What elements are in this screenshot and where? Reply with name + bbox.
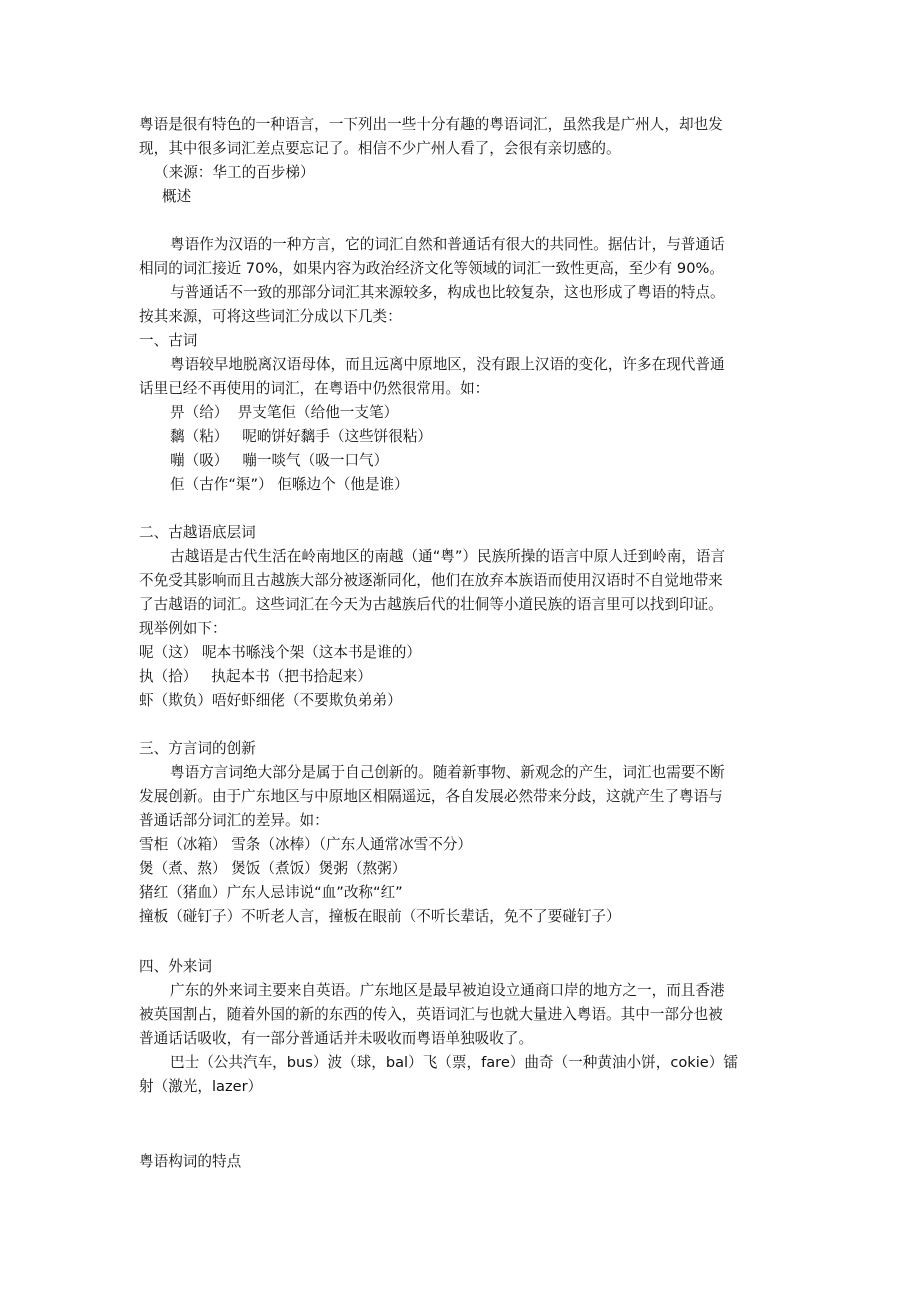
example-line: 呢（这） 呢本书喺浅个架（这本书是谁的） bbox=[139, 644, 421, 661]
example-line: 畀（给） 畀支笔佢（给他一支笔） bbox=[170, 404, 399, 421]
section-heading: 三、方言词的创新 bbox=[139, 740, 256, 757]
paragraph-line: 按其来源，可将这些词汇分成以下几类： bbox=[139, 308, 402, 325]
example-line: 黐（粘） 呢啲饼好黐手（这些饼很粘） bbox=[170, 428, 433, 445]
paragraph-line: 古越语是古代生活在岭南地区的南越（通“粤”）民族所操的语言中原人迁到岭南，语言 bbox=[170, 548, 726, 565]
example-line: 猪红（猪血）广东人忌讳说“血”改称“红” bbox=[139, 884, 403, 901]
paragraph-line: 粤语作为汉语的一种方言，它的词汇自然和普通话有很大的共同性。据估计，与普通话 bbox=[170, 236, 725, 253]
paragraph-line: 发展创新。由于广东地区与中原地区相隔遥远，各自发展必然带来分歧，这就产生了粤语与 bbox=[139, 788, 723, 805]
paragraph-line: 被英国割占，随着外国的新的东西的传入，英语词汇与也就大量进入粤语。其中一部分也被 bbox=[139, 1006, 723, 1023]
section-heading: 二、古越语底层词 bbox=[139, 524, 256, 541]
section-heading: 一、古词 bbox=[139, 332, 198, 349]
paragraph-line: 广东的外来词主要来自英语。广东地区是最早被迫设立通商口岸的地方之一，而且香港 bbox=[170, 982, 725, 999]
paragraph-line: 话里已经不再使用的词汇，在粤语中仍然很常用。如： bbox=[139, 380, 490, 397]
source-note: （来源：华工的百步梯） bbox=[154, 164, 315, 181]
paragraph-line: 了古越语的词汇。这些词汇在今天为古越族后代的壮侗等小道民族的语言里可以找到印证。 bbox=[139, 596, 723, 613]
paragraph-line: 与普通话不一致的那部分词汇其来源较多，构成也比较复杂，这也形成了粤语的特点。 bbox=[170, 284, 725, 301]
paragraph-line: 现举例如下： bbox=[139, 620, 227, 637]
example-line: 雪柜（冰箱） 雪条（冰棒）（广东人通常冰雪不分） bbox=[139, 836, 472, 853]
example-line: 煲（煮、熬） 煲饭（煮饭）煲粥（熬粥） bbox=[139, 860, 407, 877]
paragraph-line: 粤语较早地脱离汉语母体，而且远离中原地区，没有跟上汉语的变化，许多在现代普通 bbox=[170, 356, 725, 373]
paragraph-line: 不免受其影响而且古越族大部分被逐渐同化，他们在放弃本族语而使用汉语时不自觉地带来 bbox=[139, 572, 723, 589]
paragraph-line: 普通话部分词汇的差异。如： bbox=[139, 812, 329, 829]
section-heading: 四、外来词 bbox=[139, 958, 212, 975]
example-line: 巴士（公共汽车，bus）波（球，bal）飞（票，fare）曲奇（一种黄油小饼，cokie）镭 bbox=[170, 1054, 738, 1071]
section-heading: 粤语构词的特点 bbox=[139, 1153, 242, 1170]
example-line: 执（拾） 执起本书（把书拾起来） bbox=[139, 668, 372, 685]
example-line: 撞板（碰钉子）不听老人言，撞板在眼前（不听长辈话，免不了要碰钉子） bbox=[139, 908, 621, 925]
intro-line: 现，其中很多词汇差点要忘记了。相信不少广州人看了，会很有亲切感的。 bbox=[139, 140, 621, 157]
paragraph-line: 普通话话吸收，有一部分普通话并未吸收而粤语单独吸收了。 bbox=[139, 1030, 534, 1047]
example-line: 射（激光，lazer） bbox=[139, 1078, 263, 1095]
paragraph-line: 粤语方言词绝大部分是属于自己创新的。随着新事物、新观念的产生，词汇也需要不断 bbox=[170, 764, 725, 781]
example-line: 虾（欺负）唔好虾细佬（不要欺负弟弟） bbox=[139, 692, 402, 709]
example-line: 佢（古作“渠”） 佢喺边个（他是谁） bbox=[170, 476, 409, 493]
intro-line: 粤语是很有特色的一种语言，一下列出一些十分有趣的粤语词汇，虽然我是广州人，却也发 bbox=[139, 116, 723, 133]
overview-heading: 概述 bbox=[162, 188, 192, 205]
example-line: 嘣（吸） 嘣一啖气（吸一口气） bbox=[170, 452, 389, 469]
paragraph-line: 相同的词汇接近 70%，如果内容为政治经济文化等领域的词汇一致性更高，至少有 90%。 bbox=[139, 260, 724, 277]
